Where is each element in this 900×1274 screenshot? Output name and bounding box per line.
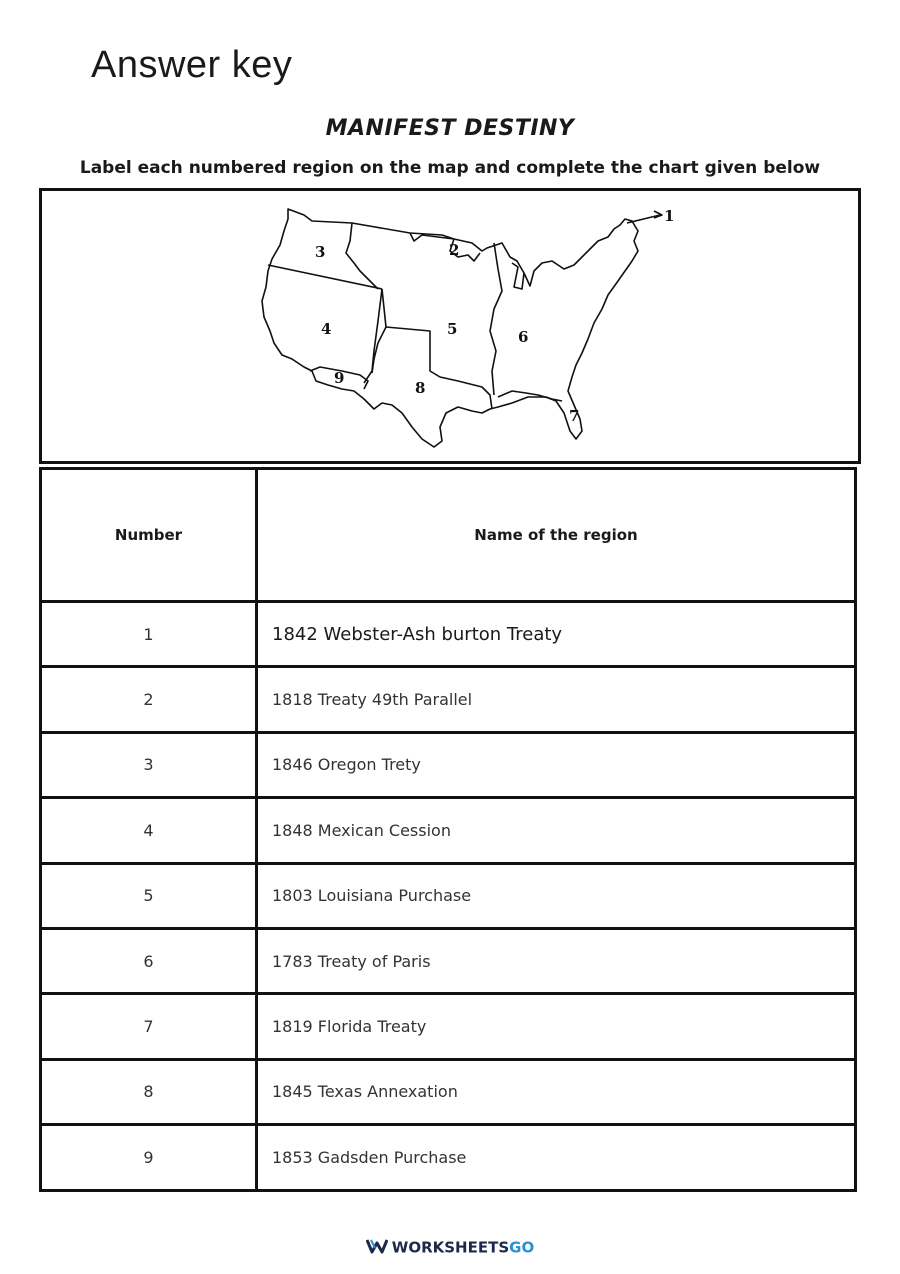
brand-suffix: GO [509, 1238, 535, 1257]
row-region-name: 1848 Mexican Cession [257, 798, 856, 863]
answer-chart [39, 467, 857, 1192]
column-header-name: Name of the region [257, 469, 856, 602]
table-row [41, 1125, 856, 1190]
us-territorial-map [42, 191, 858, 461]
answer-key-heading: Answer key [91, 44, 293, 86]
worksheet-title: MANIFEST DESTINY [325, 116, 575, 141]
table-row [41, 798, 856, 863]
table-row [41, 994, 856, 1059]
table-row [41, 602, 856, 667]
map-label-9: 9 [334, 369, 345, 387]
map-label-5: 5 [447, 320, 458, 338]
table-header-row [41, 469, 856, 602]
row-region-name: 1783 Treaty of Paris [257, 928, 856, 993]
row-number: 3 [41, 732, 257, 797]
map-label-1: 1 [664, 207, 675, 225]
map-label-4: 4 [321, 320, 332, 338]
map-label-2: 2 [449, 241, 460, 259]
row-number: 5 [41, 863, 257, 928]
table-row [41, 863, 856, 928]
map-label-6: 6 [518, 328, 529, 346]
row-region-name: 1803 Louisiana Purchase [257, 863, 856, 928]
brand-name: WORKSHEETS [391, 1238, 510, 1257]
row-region-name: 1819 Florida Treaty [257, 994, 856, 1059]
table-row [41, 928, 856, 993]
row-number: 6 [41, 928, 257, 993]
column-header-number: Number [41, 469, 257, 602]
row-region-name: 1845 Texas Annexation [257, 1059, 856, 1124]
row-region-name: 1818 Treaty 49th Parallel [257, 667, 856, 732]
row-number: 1 [41, 602, 257, 667]
row-region-name: 1853 Gadsden Purchase [257, 1125, 856, 1190]
table-row [41, 667, 856, 732]
worksheet-instructions: Label each numbered region on the map and complete the chart given below [79, 158, 821, 178]
map-frame [39, 188, 861, 464]
map-label-3: 3 [315, 243, 326, 261]
table-row [41, 732, 856, 797]
row-region-name: 1842 Webster-Ash burton Treaty [257, 602, 856, 667]
row-number: 4 [41, 798, 257, 863]
row-number: 9 [41, 1125, 257, 1190]
map-label-7: 7 [569, 407, 580, 425]
table-row [41, 1059, 856, 1124]
brand-footer [0, 1238, 900, 1258]
row-region-name: 1846 Oregon Trety [257, 732, 856, 797]
row-number: 8 [41, 1059, 257, 1124]
map-label-8: 8 [415, 379, 426, 397]
row-number: 2 [41, 667, 257, 732]
row-number: 7 [41, 994, 257, 1059]
w-logo-icon [366, 1238, 388, 1258]
